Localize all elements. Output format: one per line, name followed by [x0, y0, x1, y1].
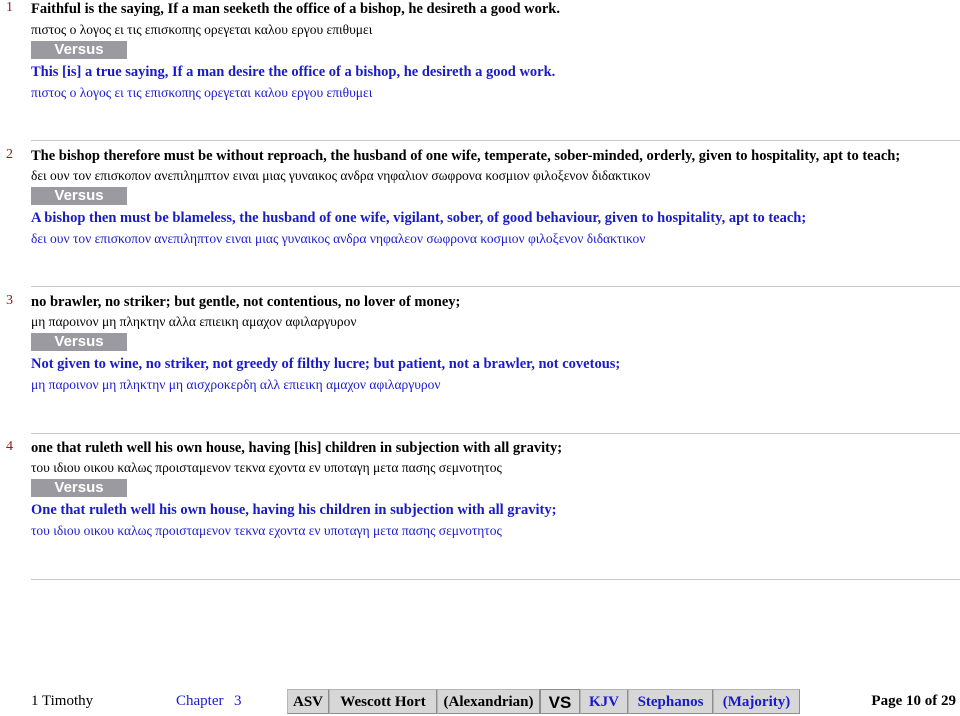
- kjv-english-text: Not given to wine, no striker, not greedy of filthy lucre; but patient, not a brawler, not covetous;: [31, 356, 621, 372]
- alexandrian-greek-text: του ιδιου οικου καλως προισταμενον τεκνα εχοντα εν υποταγη μετα πασης σεμνοτητος: [31, 460, 502, 475]
- asv-english-text: The bishop therefore must be without reproach, the husband of one wife, temperate, sober-minded, orderly, given to hospitality, apt to teach;: [31, 148, 901, 164]
- versus-label: Versus: [31, 479, 127, 497]
- wescott-hort-button[interactable]: Wescott Hort: [329, 689, 437, 714]
- majority-button[interactable]: (Majority): [713, 689, 800, 714]
- majority-greek-text: δει ουν τον επισκοπον ανεπιληπτον ειναι μιας γυναικος ανδρα νηφαλεον σωφρονα κοσμιον φιλοξενον διδακτικον: [31, 231, 646, 246]
- alexandrian-greek-text: μη παροινον μη πληκτην αλλα επιεικη αμαχον αφιλαργυρον: [31, 314, 357, 329]
- kjv-button[interactable]: KJV: [580, 689, 628, 714]
- verse-divider: [31, 433, 960, 434]
- book-name: 1 Timothy: [31, 693, 94, 709]
- versus-label: Versus: [31, 41, 127, 59]
- versus-label: Versus: [31, 187, 127, 205]
- alexandrian-greek-text: πιστος ο λογος ει τις επισκοπης ορεγεται καλου εργου επιθυμει: [31, 22, 373, 37]
- stephanos-button[interactable]: Stephanos: [628, 689, 713, 714]
- kjv-english-text: One that ruleth well his own house, having his children in subjection with all gravity;: [31, 502, 557, 518]
- asv-button[interactable]: ASV: [287, 689, 329, 714]
- chapter-label: Chapter: [176, 693, 224, 709]
- asv-english-text: one that ruleth well his own house, having [his] children in subjection with all gravity;: [31, 440, 563, 456]
- page-footer: [0, 688, 960, 716]
- chapter-number: 3: [234, 693, 242, 709]
- verse-number: 2: [6, 147, 13, 162]
- kjv-english-text: A bishop then must be blameless, the husband of one wife, vigilant, sober, of good behaviour, given to hospitality, apt to teach;: [31, 210, 807, 226]
- verse-number: 3: [6, 293, 13, 308]
- asv-english-text: Faithful is the saying, If a man seeketh the office of a bishop, he desireth a good work.: [31, 1, 560, 17]
- versus-toggle-button[interactable]: VS: [540, 689, 580, 714]
- versus-label: Versus: [31, 333, 127, 351]
- majority-greek-text: του ιδιου οικου καλως προισταμενον τεκνα εχοντα εν υποταγη μετα πασης σεμνοτητος: [31, 523, 502, 538]
- page-indicator: Page 10 of 29: [871, 693, 956, 709]
- asv-english-text: no brawler, no striker; but gentle, not contentious, no lover of money;: [31, 294, 461, 310]
- verse-number: 4: [6, 439, 13, 454]
- majority-greek-text: μη παροινον μη πληκτην μη αισχροκερδη αλλ επιεικη αμαχον αφιλαργυρον: [31, 377, 441, 392]
- verse-number: 1: [6, 0, 13, 15]
- verse-divider: [31, 286, 960, 287]
- majority-greek-text: πιστος ο λογος ει τις επισκοπης ορεγεται καλου εργου επιθυμει: [31, 85, 373, 100]
- alexandrian-button[interactable]: (Alexandrian): [437, 689, 540, 714]
- verse-divider: [31, 579, 960, 580]
- kjv-english-text: This [is] a true saying, If a man desire the office of a bishop, he desireth a good work.: [31, 64, 556, 80]
- verse-divider: [31, 140, 960, 141]
- alexandrian-greek-text: δει ουν τον επισκοπον ανεπιλημπτον ειναι μιας γυναικος ανδρα νηφαλιον σωφρονα κοσμιον φιλοξενον διδακτικον: [31, 168, 651, 183]
